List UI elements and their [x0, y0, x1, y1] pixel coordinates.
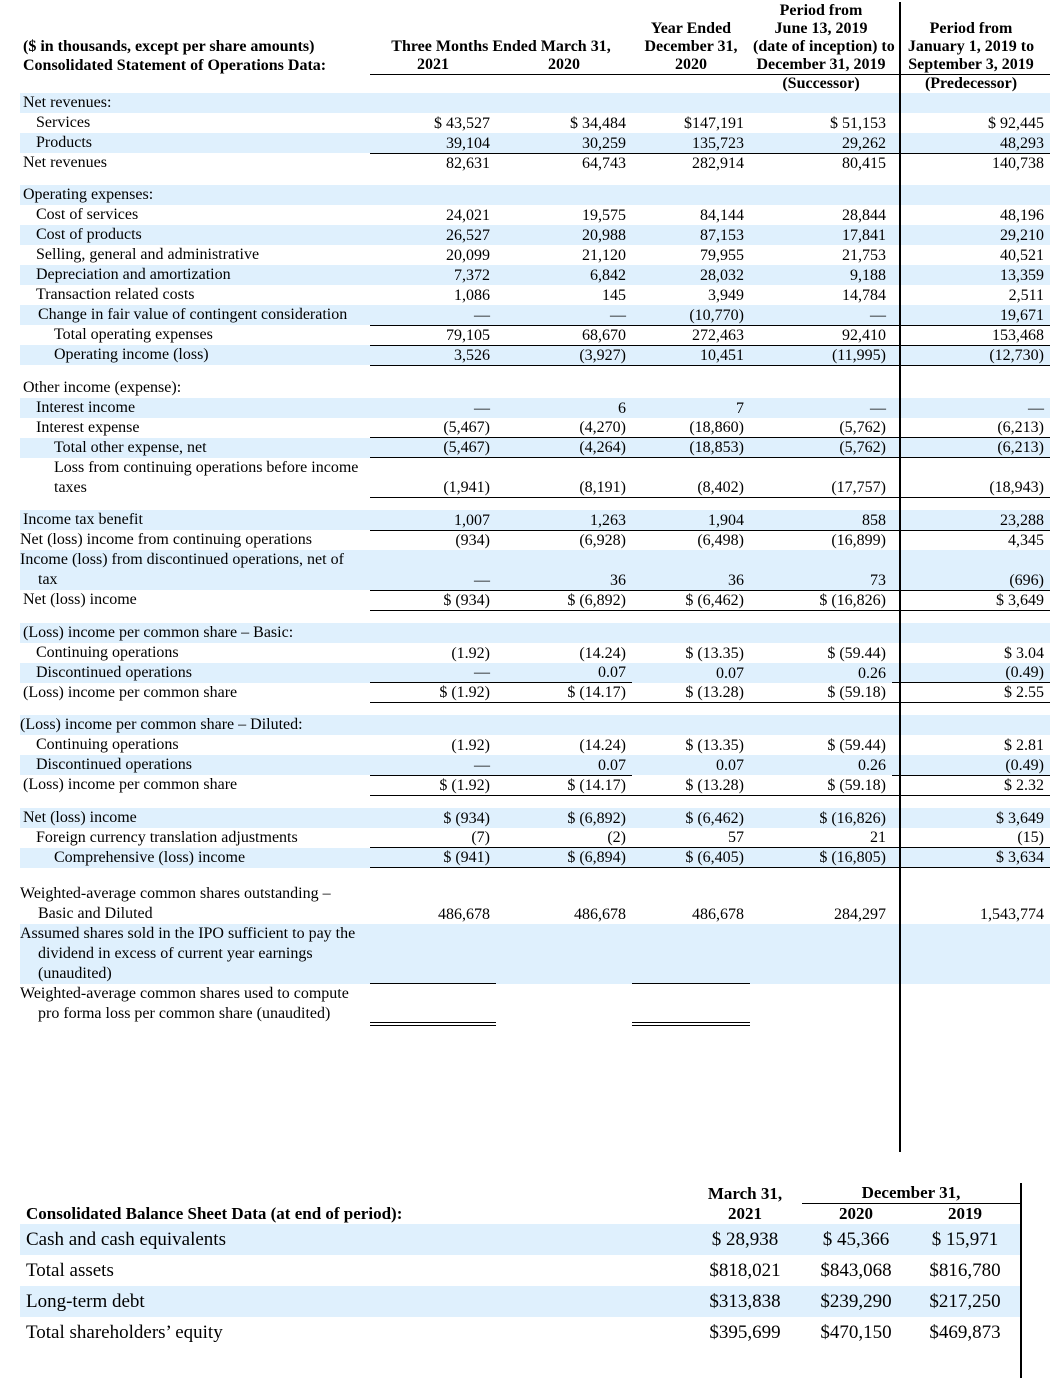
table-row: Total operating expenses 79,105 68,670 272,463 92,410 153,468	[20, 325, 1050, 345]
section-title: Consolidated Statement of Operations Data:	[23, 56, 327, 74]
year-ended-date-header: December 31,	[644, 38, 738, 55]
successor-header-line3: (date of inception) to	[753, 38, 895, 55]
units-note: ($ in thousands, except per share amounts)	[23, 38, 315, 55]
row-label: Operating income (loss)	[20, 345, 370, 365]
table-row: Net revenues 82,631 64,743 282,914 80,415 140,738	[20, 153, 1050, 173]
row-label: Income tax benefit	[20, 510, 370, 530]
row-label: Net (loss) income from continuing operations	[20, 531, 312, 548]
table-row	[20, 924, 1050, 984]
table-row: Cash and cash equivalents $ 28,938 $ 45,366 $ 15,971	[20, 1224, 1020, 1255]
table-row: (Loss) income per common share $ (1.92) $ (14.17) $ (13.28) $ (59.18) $ 2.32	[20, 775, 1050, 795]
row-label: Interest expense	[36, 418, 140, 436]
col-2020-header: 2020	[496, 56, 632, 75]
table-row: Products 39,104 30,259 135,723 29,262 48,293	[20, 133, 1050, 153]
table-row: Net (loss) income $ (934) $ (6,892) $ (6,462) $ (16,826) $ 3,649	[20, 808, 1050, 828]
predecessor-header-line3: September 3, 2019	[892, 56, 1050, 75]
row-label: Selling, general and administrative	[36, 246, 260, 263]
table-row: Weighted-average common shares outstanding – Basic and Diluted 486,678 486,678 486,678 284,297 1,543,774	[20, 884, 1044, 923]
row-label: Transaction related costs	[36, 286, 195, 303]
row-label: (Loss) income per common share – Diluted:	[20, 715, 370, 735]
table-row: Discontinued operations — 0.07 0.07 0.26 (0.49)	[20, 663, 1050, 683]
row-label: (Loss) income per common share	[23, 683, 238, 701]
table-row	[20, 378, 1050, 398]
successor-header-line1: Period from	[779, 2, 863, 19]
right-edge-line	[1020, 1183, 1022, 1378]
row-label: Operating expenses:	[20, 185, 370, 205]
row-label: Long-term debt	[20, 1286, 688, 1317]
three-months-header: Three Months Ended March 31,	[391, 38, 611, 55]
table-row: Interest expense (5,467) (4,270) (18,860) (5,762) (6,213)	[20, 418, 1050, 438]
table-row: Transaction related costs 1,086 145 3,949 14,784 2,511	[20, 285, 1050, 305]
table-row: Loss from continuing operations before income taxes (1,941) (8,191) (8,402) (17,757) (18,943)	[20, 458, 1050, 498]
table-row: Continuing operations (1.92) (14.24) $ (13.35) $ (59.44) $ 3.04	[20, 643, 1050, 663]
december-header: December 31,	[802, 1183, 1020, 1204]
predecessor-header-line1: Period from	[929, 20, 1013, 37]
table-row: Income (loss) from discontinued operations, net of tax — 36 36 73 (696)	[20, 550, 1050, 590]
table-row: Depreciation and amortization 7,372 6,842 28,032 9,188 13,359	[20, 265, 1050, 285]
table-row	[20, 623, 1050, 643]
row-label: Net revenues:	[20, 93, 370, 113]
row-label: Depreciation and amortization	[20, 265, 370, 285]
row-label: Total operating expenses	[54, 326, 213, 343]
row-label: Net (loss) income	[20, 808, 370, 828]
row-label: Continuing operations	[36, 643, 179, 661]
table-row: Services $ 43,527 $ 34,484 $147,191 $ 51,153 $ 92,445	[20, 113, 1050, 133]
table-row: Net (loss) income $ (934) $ (6,892) $ (6,462) $ (16,826) $ 3,649	[20, 590, 1050, 610]
row-label: (Loss) income per common share – Basic:	[20, 623, 370, 643]
col-2019-header: 2019	[948, 1204, 982, 1223]
row-label: Cost of services	[36, 206, 139, 223]
row-label: Interest income	[20, 398, 370, 418]
table-row: Change in fair value of contingent consideration — — (10,770) — 19,671	[20, 305, 1050, 325]
col-2020-year-header: 2020	[632, 56, 750, 75]
table-row: Interest income — 6 7 — —	[20, 398, 1050, 418]
row-label: Assumed shares sold in the IPO sufficient to pay the dividend in excess of current year earnings (unaudited)	[20, 924, 370, 984]
row-label: Other income (expense):	[23, 378, 182, 396]
row-label: Total other expense, net	[20, 438, 370, 458]
row-label: Comprehensive (loss) income	[20, 848, 370, 868]
row-label: Net (loss) income	[23, 591, 137, 608]
table-row: Total shareholders’ equity $395,699 $470,150 $469,873	[20, 1317, 1020, 1348]
table-row	[20, 984, 1050, 1024]
col-2020-header: 2020	[839, 1204, 873, 1223]
row-label: Change in fair value of contingent consideration	[20, 305, 370, 325]
table-row: Discontinued operations — 0.07 0.07 0.26 (0.49)	[20, 755, 1050, 775]
row-label: Cash and cash equivalents	[20, 1224, 688, 1255]
row-label: Total shareholders’ equity	[26, 1321, 223, 1343]
successor-header-line2: June 13, 2019	[774, 20, 868, 37]
period-divider-line	[899, 2, 901, 1152]
table-row: Income tax benefit 1,007 1,263 1,904 858 23,288	[20, 510, 1050, 530]
row-label: Continuing operations	[36, 736, 179, 753]
row-label: (Loss) income per common share	[23, 776, 238, 793]
table-row: Selling, general and administrative 20,099 21,120 79,955 21,753 40,521	[20, 245, 1050, 265]
successor-header-line4: December 31, 2019	[750, 56, 892, 75]
row-label: Income (loss) from discontinued operations, net of tax	[20, 550, 370, 590]
year-ended-header: Year Ended	[650, 20, 732, 37]
row-label: Net revenues	[23, 154, 107, 171]
table-row: (Loss) income per common share $ (1.92) $ (14.17) $ (13.28) $ (59.18) $ 2.55	[20, 683, 1050, 703]
successor-tag: (Successor)	[782, 75, 860, 92]
row-label: Discontinued operations	[20, 755, 370, 775]
col-2021-header: 2021	[370, 56, 496, 75]
row-label: Services	[36, 114, 91, 131]
table-row	[20, 185, 1050, 205]
table-row: Total assets $818,021 $843,068 $816,780	[20, 1255, 1020, 1286]
row-label: Discontinued operations	[20, 663, 370, 683]
table-row: Cost of products 26,527 20,988 87,153 17,841 29,210	[20, 225, 1050, 245]
row-label: Weighted-average common shares used to compute pro forma loss per common share (unaudited)	[20, 984, 349, 1022]
table-row: Total other expense, net (5,467) (4,264) (18,853) (5,762) (6,213)	[20, 438, 1050, 458]
balance-sheet-table	[20, 1183, 1020, 1348]
table-row: Comprehensive (loss) income $ (941) $ (6,894) $ (6,405) $ (16,805) $ 3,634	[20, 848, 1050, 868]
predecessor-header-line2: January 1, 2019 to	[907, 38, 1035, 55]
row-label: Total assets	[26, 1259, 114, 1281]
balance-sheet-title: Consolidated Balance Sheet Data (at end of period):	[26, 1203, 403, 1223]
table-row: Operating income (loss) 3,526 (3,927) 10,451 (11,995) (12,730)	[20, 345, 1050, 365]
row-label: Products	[20, 133, 370, 153]
statement-of-operations-table	[20, 2, 1050, 1032]
march-header: March 31, 2021	[707, 1184, 783, 1223]
row-label: Loss from continuing operations before income taxes	[54, 458, 359, 496]
table-row: Net (loss) income from continuing operations (934) (6,928) (6,498) (16,899) 4,345	[20, 531, 1044, 549]
row-label: Foreign currency translation adjustments	[36, 828, 298, 846]
table-row: Foreign currency translation adjustments (7) (2) 57 21 (15)	[20, 828, 1050, 848]
row-label: Cost of products	[20, 225, 370, 245]
table-row: Continuing operations (1.92) (14.24) $ (13.35) $ (59.44) $ 2.81	[20, 735, 1050, 755]
predecessor-tag: (Predecessor)	[924, 75, 1018, 92]
table-row	[20, 93, 1050, 113]
table-row	[20, 715, 1050, 735]
table-row: Long-term debt $313,838 $239,290 $217,250	[20, 1286, 1020, 1317]
row-label: Weighted-average common shares outstanding – Basic and Diluted	[20, 884, 331, 922]
table-row: Cost of services 24,021 19,575 84,144 28,844 48,196	[20, 205, 1050, 225]
